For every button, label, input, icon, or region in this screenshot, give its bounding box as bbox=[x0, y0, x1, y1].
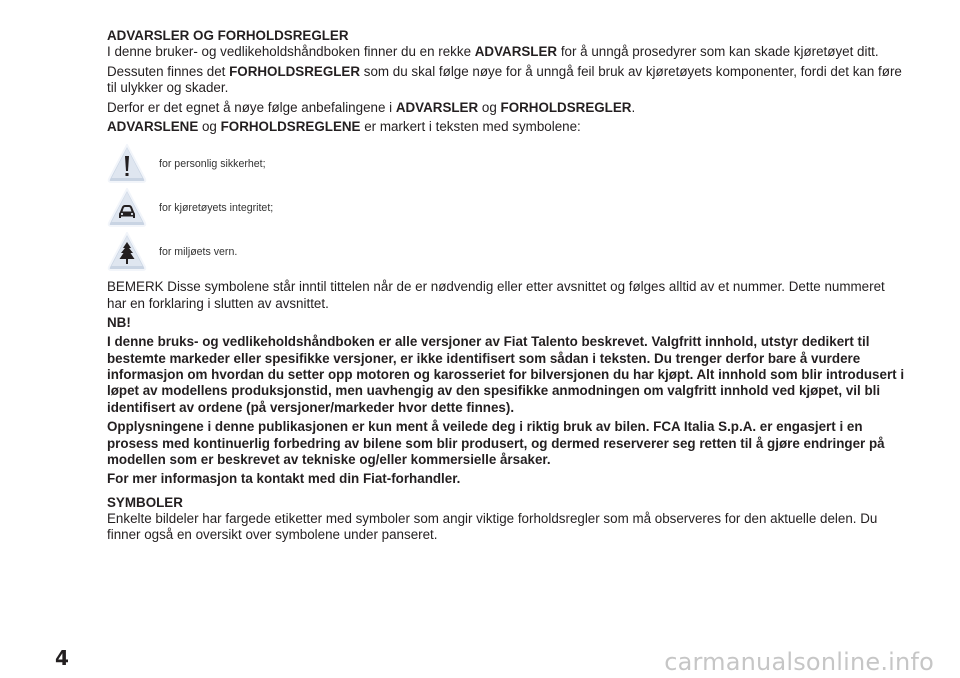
nb-paragraph-3: For mer informasjon ta kontakt med din Fiat-forhandler. bbox=[107, 471, 461, 487]
symbol-row-personal-safety bbox=[107, 142, 907, 186]
symbol-label: for miljøets vern. bbox=[159, 245, 238, 258]
warnings-paragraph-3: Derfor er det egnet å nøye følge anbefalingene i ADVARSLER og FORHOLDSREGLER. bbox=[107, 99, 636, 115]
warnings-heading: ADVARSLER OG FORHOLDSREGLER bbox=[107, 28, 349, 43]
site-watermark: carmanualsonline.info bbox=[664, 648, 934, 676]
manual-page-content bbox=[107, 28, 907, 544]
warnings-paragraph-4: ADVARSLENE og FORHOLDSREGLENE er markert i teksten med symbolene: bbox=[107, 119, 581, 135]
nb-heading: NB! bbox=[107, 315, 131, 331]
nb-paragraph-2: Opplysningene i denne publikasjonen er kun ment å veilede deg i riktig bruk av bilen. FCA Italia S.p.A. er engasjert i en prosess med kontinuerlig forbedring av bilene som blir produsert, og dermed reserverer seg retten til å gjøre endringer på modellen som er beskrevet av tekniske og/eller kommersielle årsaker. bbox=[107, 419, 885, 467]
nb-paragraph-1: I denne bruks- og vedlikeholdshåndboken er alle versjoner av Fiat Talento beskrevet. Valgfritt innhold, utstyr dedikert til bestemte markeder eller spesifikke versjoner, er ikke identifisert som sådan i teksten. Du trenger derfor bare å vurdere informasjon om hvordan du setter opp motoren og karosseriet for bilversjonen du har kjøpt. Alt innhold som blir introdusert i løpet av modellens produksjonstid, men uavhengig av den spesifikke anmodningen om valgfritt innhold ved kjøpet, vil bli identifisert av ordene (på versjoner/markeder hvor dette finnes). bbox=[107, 334, 905, 415]
car-warning-icon bbox=[107, 188, 147, 228]
note-paragraph: BEMERK Disse symbolene står inntil tittelen når de er nødvendig eller etter avsnittet og følges alltid av et nummer. Dette nummeret har en forklaring i slutten av avsnittet. bbox=[107, 278, 885, 311]
symbol-label: for kjøretøyets integritet; bbox=[159, 201, 274, 214]
symbols-heading: SYMBOLER bbox=[107, 494, 183, 510]
symbol-row-environment bbox=[107, 230, 907, 274]
symbol-label: for personlig sikkerhet; bbox=[159, 157, 266, 170]
tree-warning-icon bbox=[107, 232, 147, 272]
warnings-paragraph-2: Dessuten finnes det FORHOLDSREGLER som du skal følge nøye for å unngå feil bruk av kjøretøyets komponenter, fordi det kan føre til ulykker og skader. bbox=[107, 63, 902, 96]
symbol-row-vehicle-integrity bbox=[107, 186, 907, 230]
symbols-paragraph: Enkelte bildeler har fargede etiketter med symboler som angir viktige forholdsregler som må observeres for den aktuelle delen. Du finner også en oversikt over symbolene under panseret. bbox=[107, 510, 878, 543]
warnings-paragraph-1: I denne bruker- og vedlikeholdshåndboken finner du en rekke ADVARSLER for å unngå prosedyrer som kan skade kjøretøyet ditt. bbox=[107, 44, 879, 59]
symbol-legend bbox=[107, 142, 907, 274]
exclamation-warning-icon bbox=[107, 144, 147, 184]
page-number: 4 bbox=[55, 646, 69, 670]
